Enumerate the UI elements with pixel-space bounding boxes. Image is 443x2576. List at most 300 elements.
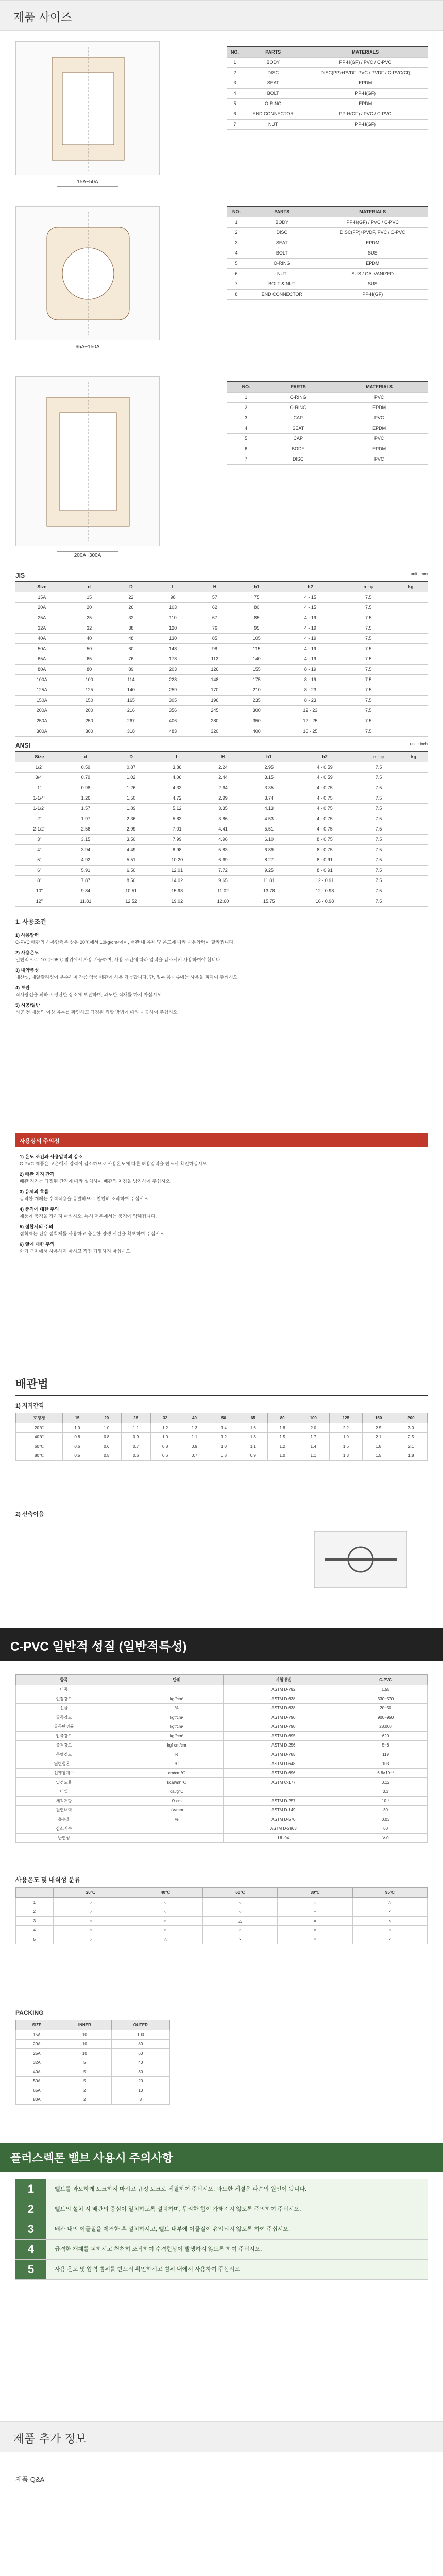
table-cell: 7.5	[343, 592, 394, 602]
table-cell: 1-1/4"	[15, 793, 63, 803]
table-header-cell: 시험방법	[223, 1675, 344, 1685]
table-cell: 228	[152, 674, 194, 685]
table-cell: 65A	[16, 2086, 58, 2095]
table-cell: 4 - 0.75	[292, 824, 357, 834]
table-cell: 0.8	[150, 1442, 180, 1451]
table-row	[16, 1442, 428, 1451]
table-cell: 7.5	[343, 726, 394, 736]
table-cell: 85	[194, 633, 235, 643]
table-cell: 4 - 19	[278, 654, 343, 664]
table-cell: 12 - 0.91	[292, 875, 357, 886]
table-cell: 4.33	[154, 783, 200, 793]
table-cell: 8	[227, 289, 246, 299]
table-header-cell	[16, 1888, 54, 1898]
table-header-cell: h2	[278, 582, 343, 592]
table-cell: 170	[194, 685, 235, 695]
warn-banner: 플러스렉톤 밸브 사용시 주의사항	[0, 2143, 443, 2172]
warn-text: 사용 온도 및 압력 범위를 반드시 확인하시고 범위 내에서 사용하여 주십시오.	[46, 2260, 428, 2279]
table-cell: △	[352, 1898, 427, 1907]
warn-item	[15, 2240, 428, 2260]
table-cell: 7.01	[154, 824, 200, 834]
table-cell: 12.52	[108, 896, 154, 906]
table-cell: 15	[68, 592, 110, 602]
table-cell: 7.5	[357, 783, 400, 793]
table-cell: 8 - 0.91	[292, 865, 357, 875]
table-cell: 1.2	[268, 1442, 297, 1451]
table-cell: 112	[194, 654, 235, 664]
table-cell: ASTM D-149	[223, 1806, 344, 1815]
table-cell	[400, 762, 428, 772]
table-cell: SUS / GALVANIZED	[317, 268, 428, 279]
table-cell: 40	[111, 2058, 169, 2067]
table-cell: 5.12	[154, 803, 200, 814]
table-row	[15, 602, 428, 613]
table-cell	[394, 654, 428, 664]
table-cell: 1.3	[180, 1423, 209, 1433]
table-header-cell: PARTS	[243, 47, 303, 57]
table-cell: BOLT	[246, 248, 317, 258]
table-row	[15, 705, 428, 716]
table-cell: ASTM D-790	[223, 1713, 344, 1722]
table-cell: 1.4	[209, 1423, 238, 1433]
table-cell: 7.5	[357, 834, 400, 844]
table-cell: 4 - 19	[278, 633, 343, 643]
table-cell: 5~8	[344, 1741, 428, 1750]
table-row	[15, 772, 428, 783]
table-row	[15, 855, 428, 865]
note-text: 내산성, 내알칼리성이 우수하며 각종 약품 배관에 사용 가능합니다. 단, 일부 용제류에는 사용을 피하여 주십시오.	[15, 975, 239, 980]
table-row	[16, 1741, 428, 1750]
table-cell: 300A	[15, 726, 68, 736]
table-cell: BODY	[243, 57, 303, 67]
table-cell	[112, 1815, 130, 1824]
table-cell: 12 - 23	[278, 705, 343, 716]
table-cell: 119	[344, 1750, 428, 1759]
table-cell: 1.6	[238, 1423, 268, 1433]
table-row	[15, 834, 428, 844]
table-cell: 250A	[15, 716, 68, 726]
table-cell: 15.75	[246, 896, 292, 906]
valve-drawing	[16, 377, 160, 547]
table-row	[227, 279, 428, 289]
table-cell: 95	[236, 623, 278, 633]
table-cell: ℃	[130, 1759, 223, 1769]
table-cell: 굴곡탄성률	[16, 1722, 112, 1732]
table-cell: PP-H(GF) / PVC / C-PVC	[303, 57, 428, 67]
table-cell: 13.78	[246, 886, 292, 896]
table-cell: 7.5	[357, 762, 400, 772]
table-cell: 0.9	[180, 1442, 209, 1451]
table-cell: 85	[236, 613, 278, 623]
table-cell: 32	[68, 623, 110, 633]
table-cell: 5"	[15, 855, 63, 865]
table-cell: 400	[236, 726, 278, 736]
expansion-section	[15, 1510, 428, 1602]
table-cell: 150A	[15, 695, 68, 705]
table-cell: 2	[16, 1907, 54, 1917]
table-cell: 7.5	[357, 865, 400, 875]
table-cell	[394, 705, 428, 716]
warn-item	[15, 2199, 428, 2219]
table-row	[227, 98, 428, 109]
table-row	[15, 726, 428, 736]
jis-title: JIS	[15, 572, 25, 579]
table-cell: 5.83	[200, 844, 246, 855]
table-cell: 12.60	[200, 896, 246, 906]
table-row	[16, 1907, 428, 1917]
table-row	[15, 716, 428, 726]
table-cell: NUT	[243, 119, 303, 129]
table-cell: DISC(PP)+PVDF, PVC / PVDF / C-PVC(CI)	[303, 67, 428, 78]
table-cell: 11.02	[200, 886, 246, 896]
table-cell: 0.8	[92, 1433, 121, 1442]
table-cell: 19.02	[154, 896, 200, 906]
table-cell: 25	[68, 613, 110, 623]
table-cell: 4 - 15	[278, 592, 343, 602]
table-cell: PP-H(GF) / PVC / C-PVC	[303, 109, 428, 119]
table-cell: 148	[152, 643, 194, 654]
table-row	[16, 1898, 428, 1907]
table-cell: ASTM D-257	[223, 1797, 344, 1806]
table-header-cell: NO.	[227, 382, 265, 392]
table-row	[16, 1750, 428, 1759]
table-cell	[394, 643, 428, 654]
table-row	[15, 654, 428, 664]
table-cell: 7.5	[343, 716, 394, 726]
table-cell: 115	[236, 643, 278, 654]
note-text: C-PVC 배관의 사용압력은 상온 20℃에서 10kg/cm²이며, 배관 내 유체 및 온도에 따라 사용압력이 달라집니다.	[15, 940, 235, 945]
table-header-cell: 65	[238, 1413, 268, 1423]
table-header-cell: 항목	[16, 1675, 112, 1685]
table-cell: 4.53	[246, 814, 292, 824]
table-cell: 80	[111, 2040, 169, 2049]
table-header-cell: D	[110, 582, 152, 592]
table-cell: 10¹⁵	[344, 1797, 428, 1806]
table-cell: 4.72	[154, 793, 200, 803]
table-row	[16, 1769, 428, 1778]
table-cell: 7.5	[343, 602, 394, 613]
table-cell: 620	[344, 1732, 428, 1741]
note-text: 접착제는 전용 접착제를 사용하고 충분한 양생 시간을 확보하여 주십시오.	[20, 1231, 166, 1236]
table-cell: 0.3	[344, 1787, 428, 1797]
table-cell: 10.20	[154, 855, 200, 865]
table-cell: 16 - 25	[278, 726, 343, 736]
table-cell	[112, 1704, 130, 1713]
table-cell: 1.50	[108, 793, 154, 803]
table-cell: CAP	[265, 413, 331, 423]
table-row	[16, 1685, 428, 1694]
table-cell: 350	[236, 716, 278, 726]
table-cell: 산소지수	[16, 1824, 112, 1834]
table-header-cell: H	[200, 752, 246, 762]
table-cell	[130, 1834, 223, 1843]
table-cell: 40A	[16, 2067, 58, 2077]
table-cell: 1.3	[238, 1433, 268, 1442]
table-cell	[400, 814, 428, 824]
table-row	[16, 1759, 428, 1769]
table-cell	[112, 1834, 130, 1843]
note-heading: 4) 보관	[15, 985, 30, 990]
table-cell: 5	[58, 2058, 111, 2067]
table-cell: 80A	[16, 2095, 58, 2105]
table-cell: 5	[227, 258, 246, 268]
table-cell: ASTM D-696	[223, 1769, 344, 1778]
table-cell: kgf/cm²	[130, 1722, 223, 1732]
table-cell: 1.1	[238, 1442, 268, 1451]
table-row	[16, 1694, 428, 1704]
table-cell: SEAT	[246, 238, 317, 248]
table-cell: 4.92	[63, 855, 108, 865]
table-cell: 2.5	[362, 1423, 395, 1433]
table-cell: SUS	[317, 248, 428, 258]
table-cell: 5	[16, 1935, 54, 1944]
table-cell: 1.8	[362, 1442, 395, 1451]
table-cell: R	[130, 1750, 223, 1759]
table-cell: 0.6	[92, 1442, 121, 1451]
table-cell: 114	[110, 674, 152, 685]
caution-section	[15, 1133, 428, 1340]
table-row	[16, 2058, 170, 2067]
table-header-cell: 20	[92, 1413, 121, 1423]
table-cell: 2.1	[362, 1433, 395, 1442]
table-cell	[112, 1685, 130, 1694]
table-cell	[223, 1787, 344, 1797]
table-cell: 20	[111, 2077, 169, 2086]
table-cell: 6.8×10⁻⁵	[344, 1769, 428, 1778]
table-row	[15, 643, 428, 654]
warn-number: 4	[15, 2240, 46, 2259]
table-cell: ×	[352, 1917, 427, 1926]
table-cell	[394, 716, 428, 726]
table-cell: 12 - 0.98	[292, 886, 357, 896]
table-cell: 60	[110, 643, 152, 654]
table-cell: BODY	[265, 444, 331, 454]
table-row	[15, 695, 428, 705]
table-cell: 483	[152, 726, 194, 736]
table-cell: 1.55	[344, 1685, 428, 1694]
table-cell: 67	[194, 613, 235, 623]
table-cell	[112, 1722, 130, 1732]
table-cell: 12 - 25	[278, 716, 343, 726]
table-cell: 8 - 23	[278, 695, 343, 705]
note-text: 화기 근처에서 사용하지 마시고 직접 가열하지 마십시오.	[20, 1249, 132, 1254]
table-row	[16, 1732, 428, 1741]
table-cell: 절연내력	[16, 1806, 112, 1815]
table-cell: 200A	[15, 705, 68, 716]
table-cell: 5.91	[63, 865, 108, 875]
table-cell: 20℃	[16, 1423, 63, 1433]
table-cell: 7.5	[343, 633, 394, 643]
table-cell: ASTM D-638	[223, 1704, 344, 1713]
table-cell: ASTM D-695	[223, 1732, 344, 1741]
table-cell: 2.95	[246, 762, 292, 772]
table-row	[15, 674, 428, 685]
table-cell: 60	[111, 2049, 169, 2058]
table-cell: 4	[227, 423, 265, 433]
table-cell: 7.5	[343, 674, 394, 685]
table-cell: 7.5	[343, 664, 394, 674]
table-cell: 65A	[15, 654, 68, 664]
table-row	[227, 109, 428, 119]
table-row	[15, 613, 428, 623]
table-cell: 1.8	[268, 1423, 297, 1433]
table-cell	[130, 1824, 223, 1834]
table-cell: 1.8	[395, 1451, 427, 1461]
table-cell: 8"	[15, 875, 63, 886]
table-row	[15, 844, 428, 855]
table-cell: 열전도율	[16, 1778, 112, 1787]
table-cell: 3.15	[63, 834, 108, 844]
table-cell: 14.02	[154, 875, 200, 886]
table-cell: EPDM	[317, 238, 428, 248]
table-cell: 2.56	[63, 824, 108, 834]
table-cell: 2	[227, 402, 265, 413]
expansion-diagram	[15, 1521, 428, 1598]
table-cell: 2	[58, 2095, 111, 2105]
support-section	[15, 1401, 428, 1461]
table-cell: PP-H(GF)	[317, 289, 428, 299]
table-cell: 7.5	[357, 844, 400, 855]
table-cell: 140	[110, 685, 152, 695]
drawing-caption-3: 200A~300A	[57, 551, 118, 560]
parts-table-3	[227, 381, 428, 465]
table-cell	[394, 685, 428, 695]
table-cell	[394, 664, 428, 674]
valve-drawing	[16, 42, 160, 176]
table-cell: 30	[344, 1806, 428, 1815]
table-cell	[400, 875, 428, 886]
table-header-cell: MATERIALS	[303, 47, 428, 57]
table-cell: 2.24	[200, 762, 246, 772]
table-row	[227, 217, 428, 227]
table-cell: ASTM D-792	[223, 1685, 344, 1694]
table-cell: 6.69	[200, 855, 246, 865]
table-cell: ×	[203, 1935, 278, 1944]
table-cell: 4 - 19	[278, 623, 343, 633]
table-row	[15, 875, 428, 886]
note-heading: 2) 사용온도	[15, 950, 39, 955]
drawing-caption-1: 15A~50A	[57, 178, 118, 187]
table-cell: 2.36	[108, 814, 154, 824]
note-heading: 4) 충격에 대한 주의	[20, 1207, 59, 1212]
table-row	[16, 2095, 170, 2105]
table-cell: CAP	[265, 433, 331, 444]
table-cell: DISC	[243, 67, 303, 78]
table-cell	[112, 1824, 130, 1834]
table-row	[227, 392, 428, 402]
table-cell: O-RING	[265, 402, 331, 413]
table-cell: 3.86	[154, 762, 200, 772]
table-header-cell: 200	[395, 1413, 427, 1423]
table-cell: 125	[68, 685, 110, 695]
table-cell: BODY	[246, 217, 317, 227]
usage-notes	[15, 917, 428, 1113]
table-header-cell: 100	[297, 1413, 330, 1423]
section-header-extra: 제품 추가 정보	[0, 2421, 443, 2452]
table-cell: EPDM	[331, 402, 428, 413]
table-cell: 7	[227, 454, 265, 464]
table-cell: 8.98	[154, 844, 200, 855]
table-cell: ○	[128, 1907, 202, 1917]
table-cell: 5	[227, 98, 243, 109]
table-cell: 4 - 0.59	[292, 772, 357, 783]
table-cell: 0.03	[344, 1815, 428, 1824]
table-cell: 0.98	[63, 783, 108, 793]
props-table	[15, 1674, 428, 1843]
table-cell: △	[128, 1935, 202, 1944]
table-cell: 175	[236, 674, 278, 685]
table-cell	[112, 1778, 130, 1787]
table-cell: EPDM	[331, 444, 428, 454]
drawing-65a-150a	[15, 206, 160, 340]
table-cell: 32A	[16, 2058, 58, 2067]
table-cell	[400, 834, 428, 844]
table-cell: ASTM D-570	[223, 1815, 344, 1824]
table-cell	[112, 1806, 130, 1815]
table-cell: 8	[111, 2095, 169, 2105]
table-cell: V-0	[344, 1834, 428, 1843]
table-row	[16, 1451, 428, 1461]
table-row	[16, 2086, 170, 2095]
table-cell: 89	[110, 664, 152, 674]
table-cell: 6.89	[246, 844, 292, 855]
table-header-cell: Size	[15, 582, 68, 592]
table-cell: 0.6	[62, 1442, 92, 1451]
table-row	[16, 1778, 428, 1787]
table-row	[16, 2040, 170, 2049]
table-header-cell: MATERIALS	[317, 207, 428, 217]
table-cell: 32	[110, 613, 152, 623]
table-cell: 7.72	[200, 865, 246, 875]
table-cell: 50A	[16, 2077, 58, 2086]
table-cell: 210	[236, 685, 278, 695]
table-cell: 1.57	[63, 803, 108, 814]
table-row	[16, 2049, 170, 2058]
table-cell: 12"	[15, 896, 63, 906]
table-cell: 200	[68, 705, 110, 716]
note-heading: 2) 배관 지지 간격	[20, 1172, 55, 1177]
table-cell: 6.50	[108, 865, 154, 875]
table-cell: 65	[68, 654, 110, 664]
table-cell: 100A	[15, 674, 68, 685]
table-cell: ○	[53, 1926, 128, 1935]
table-row	[15, 896, 428, 906]
table-cell	[394, 592, 428, 602]
table-cell: 80	[236, 602, 278, 613]
support-subtitle: 1) 지지간격	[15, 1403, 44, 1409]
table-cell: %	[130, 1815, 223, 1824]
table-cell: 6	[227, 109, 243, 119]
table-cell: 2.0	[297, 1423, 330, 1433]
table-cell: PVC	[331, 392, 428, 402]
warn-number: 3	[15, 2219, 46, 2239]
table-cell: DISC(PP)+PVDF, PVC / C-PVC	[317, 227, 428, 238]
parts-table-1	[227, 46, 428, 130]
table-cell	[130, 1685, 223, 1694]
table-cell: 1.89	[108, 803, 154, 814]
table-cell: 2-1/2"	[15, 824, 63, 834]
table-cell: 0.6	[150, 1451, 180, 1461]
table-header-cell: kg	[400, 752, 428, 762]
table-row	[227, 227, 428, 238]
table-cell: ○	[53, 1907, 128, 1917]
table-cell: 6.10	[246, 834, 292, 844]
table-cell: kgf/cm²	[130, 1694, 223, 1704]
table-cell: 20A	[15, 602, 68, 613]
table-cell: PP-H(GF) / PVC / C-PVC	[317, 217, 428, 227]
table-cell: END CONNECTOR	[246, 289, 317, 299]
table-cell: 0.79	[63, 772, 108, 783]
